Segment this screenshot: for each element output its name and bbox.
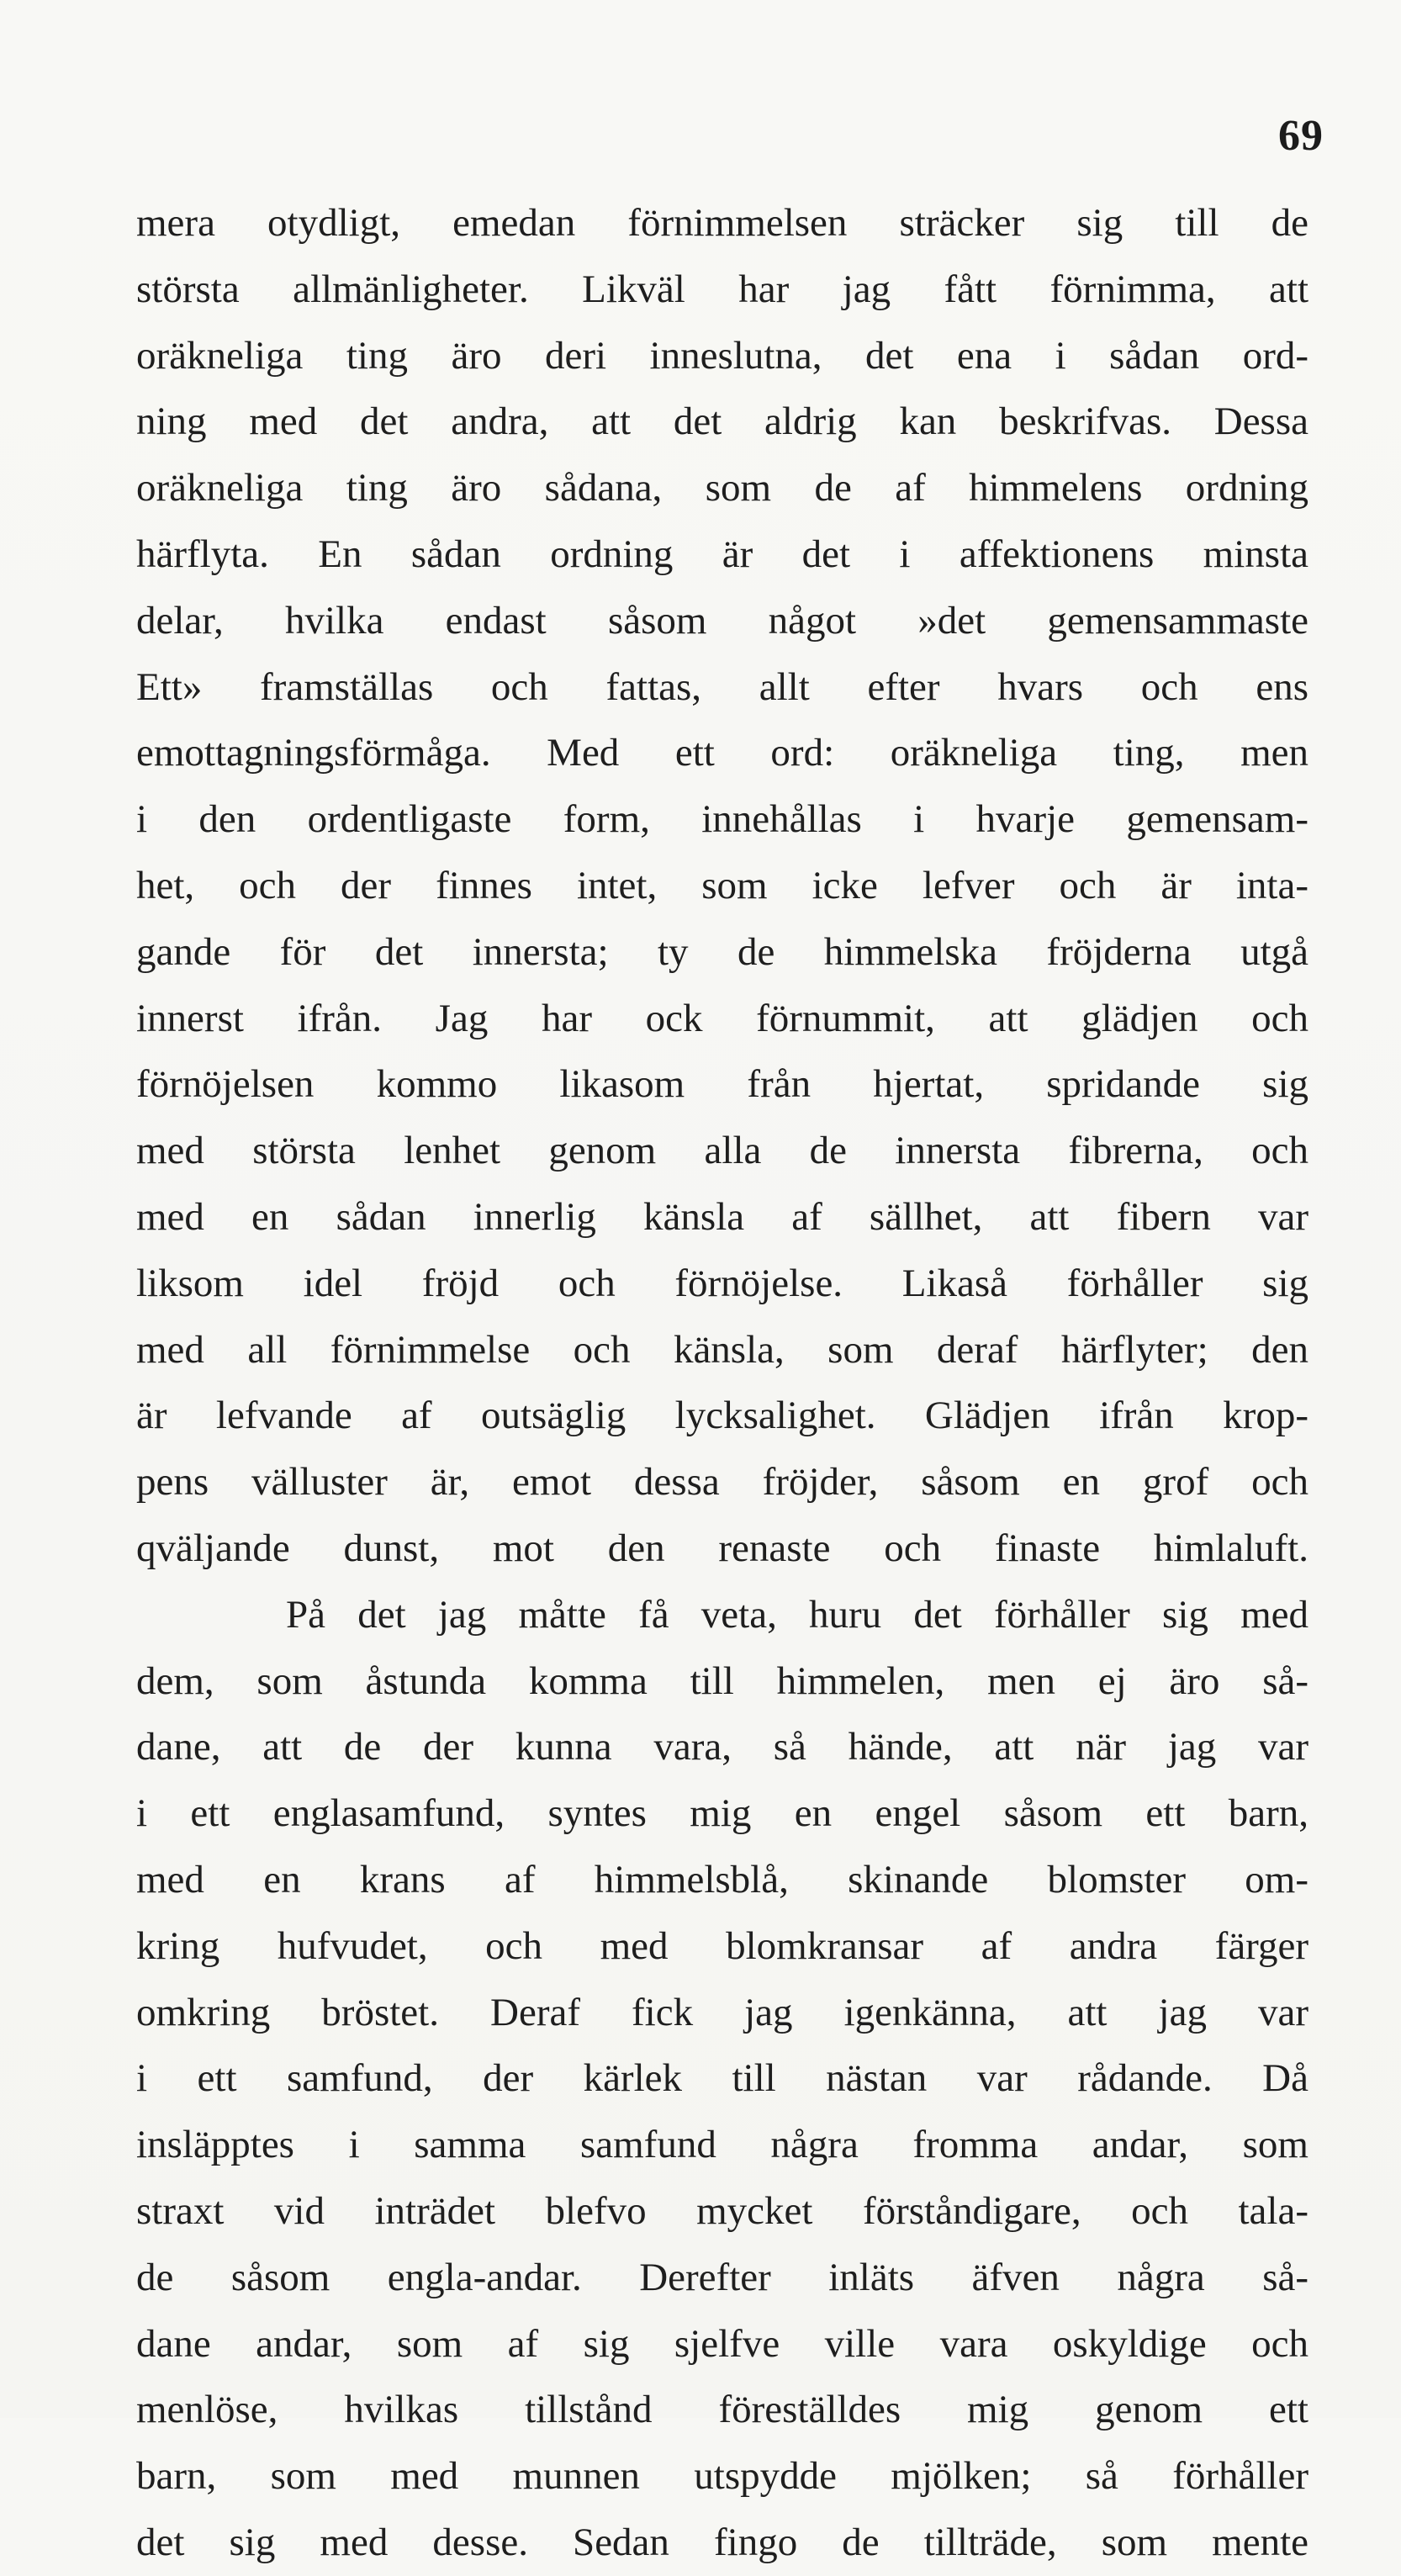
text-line: dane, att de der kunna vara, så hände, att när jag var [136,1725,1308,1769]
text-line: i den ordentligaste form, innehållas i hvarje gemensam- [136,797,1308,842]
text-line: är lefvande af outsäglig lycksalighet. Glädjen ifrån krop- [136,1394,1308,1438]
text-line: i ett samfund, der kärlek till nästan var rådande. Då [136,2056,1308,2101]
text-line: qväljande dunst, mot den renaste och finaste himlaluft. [136,1526,1308,1570]
text-line: i ett englasamfund, syntes mig en engel såsom ett barn, [136,1791,1308,1836]
text-line: dem, som åstunda komma till himmelen, men ej äro så- [136,1658,1308,1703]
text-line: kring hufvudet, och med blomkransar af andra färger [136,1923,1308,1968]
text-line: straxt vid inträdet blefvo mycket förståndigare, och tala- [136,2188,1308,2233]
text-line: största allmänligheter. Likväl har jag fått förnimma, att [136,267,1308,311]
text-line: ning med det andra, att det aldrig kan beskrifvas. Dessa [136,399,1308,444]
text-line: emottagningsförmåga. Med ett ord: oräkneliga ting, men [136,731,1308,775]
text-line: insläpptes i samma samfund några fromma andar, som [136,2123,1308,2167]
text-line: med en sådan innerlig känsla af sällhet, att fibern var [136,1194,1308,1239]
text-line: med största lenhet genom alla de innersta fibrerna, och [136,1129,1308,1173]
body-text [136,190,1308,2576]
text-line: härflyta. En sådan ordning är det i affektionens minsta [136,532,1308,576]
text-line: oräkneliga ting äro deri inneslutna, det ena i sådan ord- [136,333,1308,378]
text-line: gande för det innersta; ty de himmelska fröjderna utgå [136,929,1308,974]
text-line: barn, som med munnen utspydde mjölken; så förhåller [136,2454,1308,2499]
page-number: 69 [1278,112,1324,160]
text-line: omkring bröstet. Deraf fick jag igenkänna, att jag var [136,1990,1308,2034]
text-line: det sig med desse. Sedan fingo de tillträde, som mente [136,2520,1308,2564]
text-line: med en krans af himmelsblå, skinande blomster om- [136,1857,1308,1902]
text-line: de såsom engla-andar. Derefter inläts äfven några så- [136,2255,1308,2299]
text-line: förnöjelsen kommo likasom från hjertat, spridande sig [136,1062,1308,1107]
text-line: pens välluster är, emot dessa fröjder, såsom en grof och [136,1460,1308,1505]
text-line: med all förnimmelse och känsla, som deraf härflyter; den [136,1327,1308,1372]
text-line: delar, hvilka endast såsom något »det gemensammaste [136,598,1308,643]
text-line: På det jag måtte få veta, huru det förhåller sig med [286,1592,1308,1637]
text-line: dane andar, som af sig sjelfve ville vara oskyldige och [136,2321,1308,2366]
text-line: oräkneliga ting äro sådana, som de af himmelens ordning [136,466,1308,510]
text-line: mera otydligt, emedan förnimmelsen sträcker sig till de [136,201,1308,245]
text-line: innerst ifrån. Jag har ock förnummit, att glädjen och [136,996,1308,1040]
text-line: het, och der finnes intet, som icke lefver och är inta- [136,863,1308,907]
text-line: menlöse, hvilkas tillstånd föreställdes mig genom ett [136,2388,1308,2432]
text-line: Ett» framställas och fattas, allt efter hvars och ens [136,664,1308,709]
text-line: liksom idel fröjd och förnöjelse. Likaså förhåller sig [136,1261,1308,1305]
